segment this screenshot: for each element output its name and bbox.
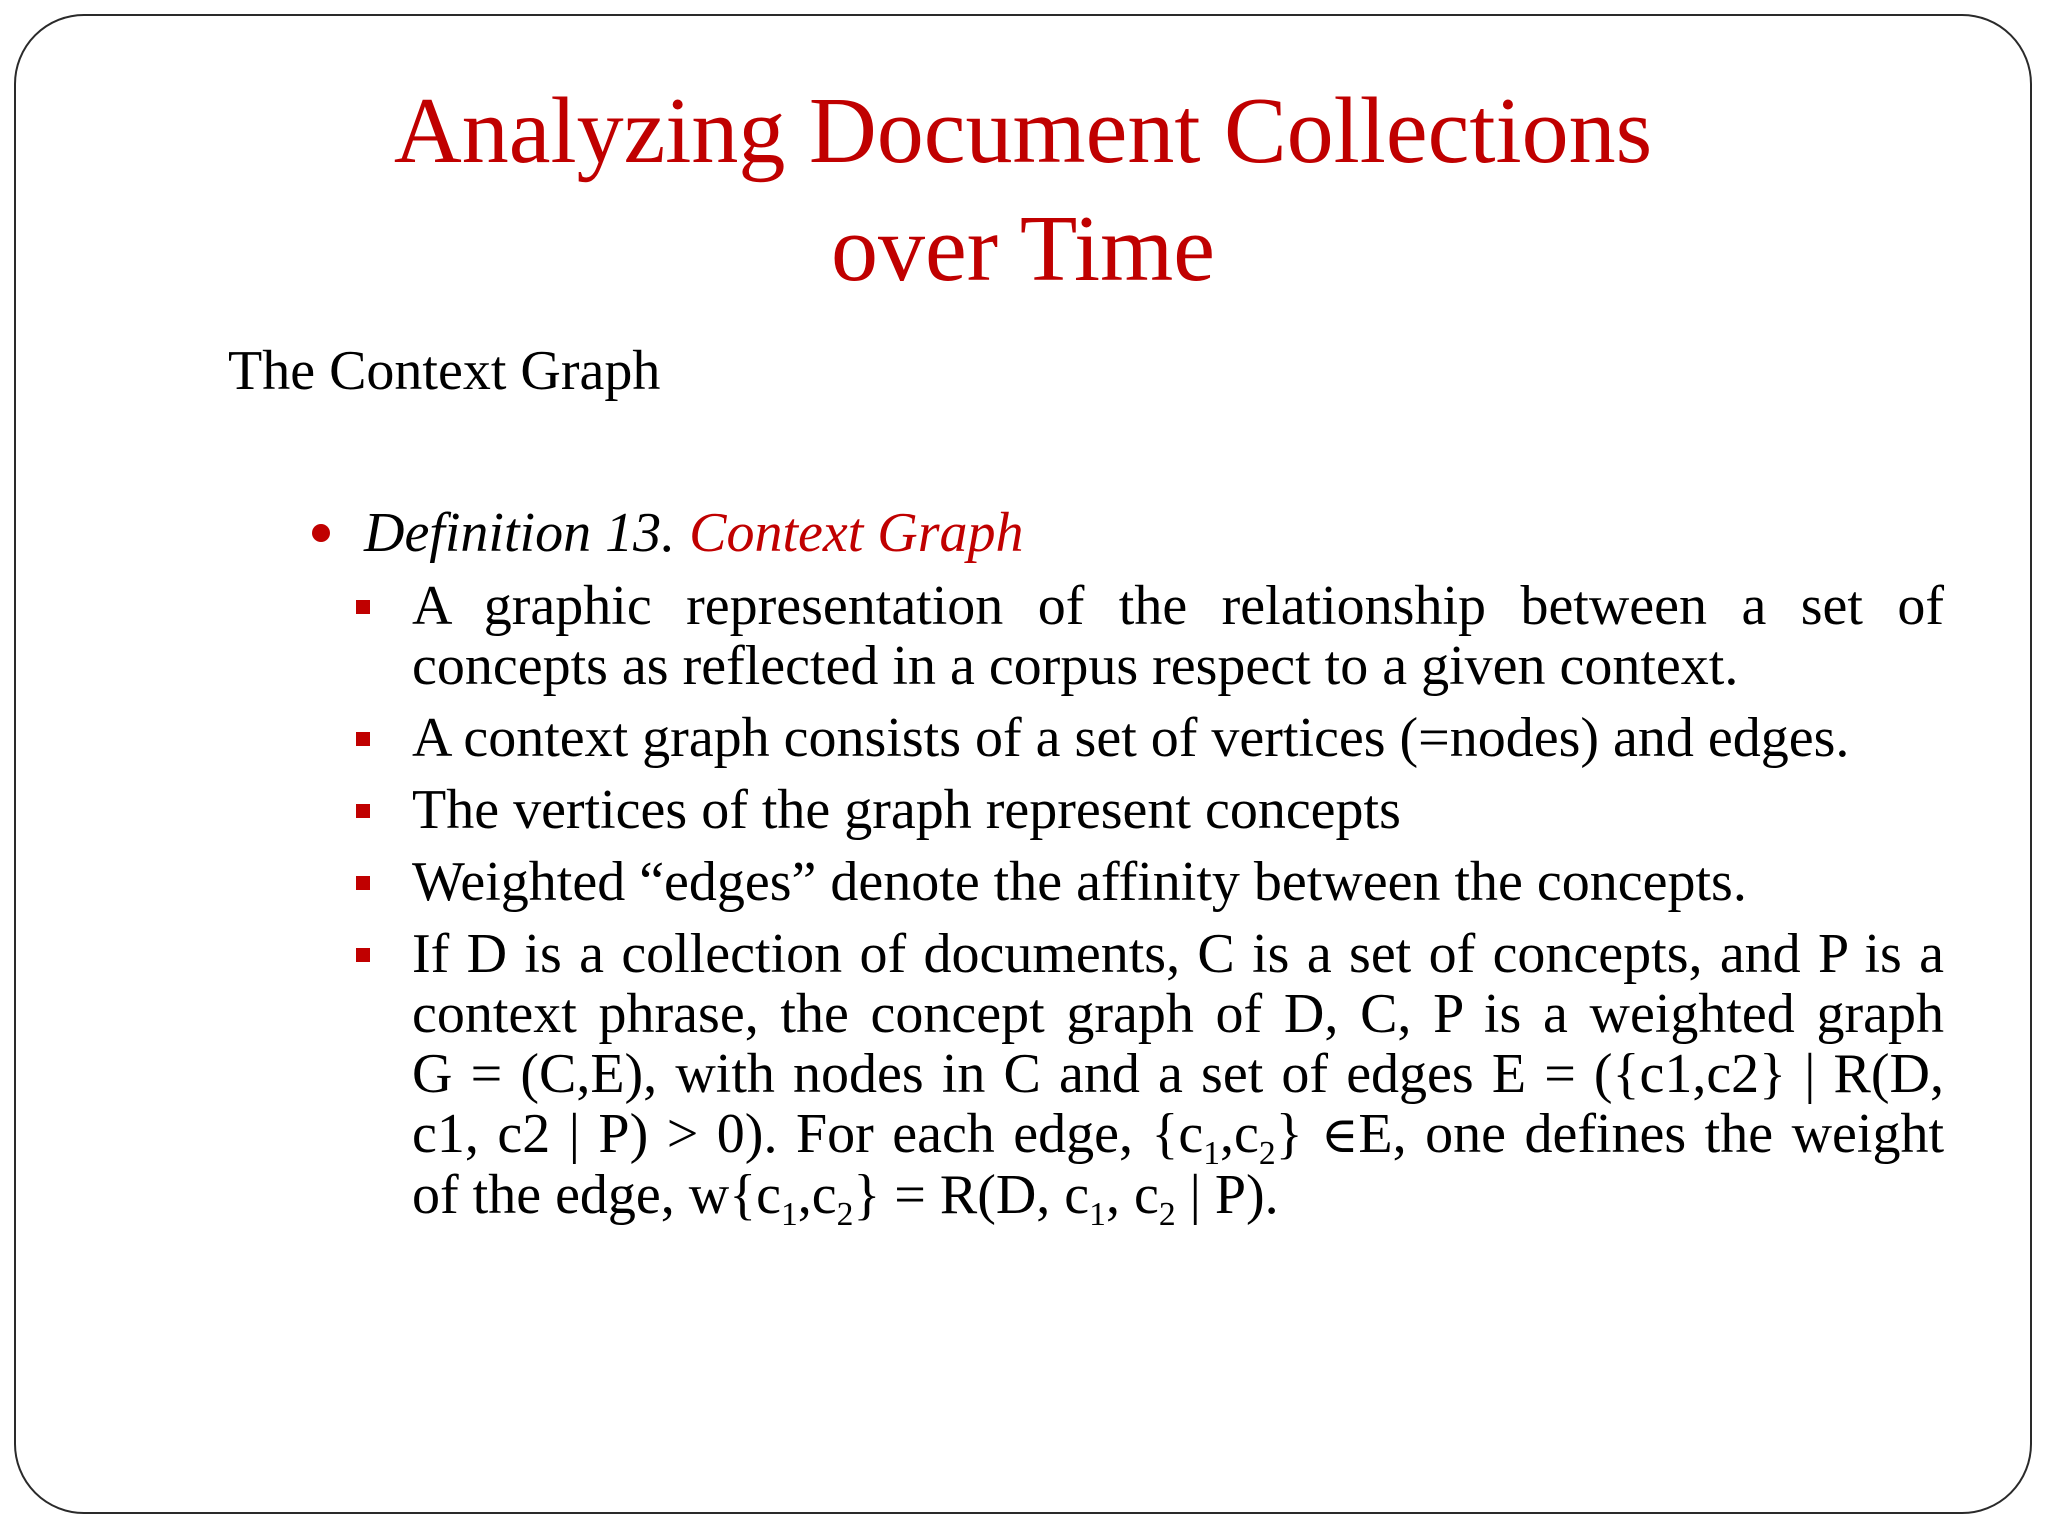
- slide-frame: [14, 14, 2032, 1514]
- square-bullet-icon: [356, 948, 370, 962]
- formal-text: | P).: [1175, 1164, 1279, 1226]
- formal-text: }: [1275, 1103, 1303, 1165]
- slide-title-line-1: Analyzing Document Collections: [393, 79, 1653, 183]
- list-item-text: A graphic representation of the relationship between a set of concepts as reflected in a corpus respect to a given context.: [412, 575, 1944, 697]
- slide-title-line-2: over Time: [831, 197, 1215, 301]
- square-bullet-icon: [356, 876, 370, 890]
- formal-text: , c: [1105, 1164, 1159, 1226]
- square-bullet-icon: [356, 804, 370, 818]
- formal-text: E, one defines the weight: [1358, 1103, 1945, 1165]
- formal-text: of the edge, w{c: [412, 1164, 781, 1226]
- subscript: 1: [1203, 1134, 1221, 1172]
- formal-line-2: context phrase, the concept graph of D, C, P is a weighted graph: [412, 983, 1944, 1045]
- formal-line-3: G = (C,E), with nodes in C and a set of edges E = ({c1,c2} | R(D,: [412, 1043, 1944, 1105]
- formal-text: ,c: [1220, 1103, 1259, 1165]
- list-item: [352, 852, 1944, 912]
- formal-line-1: If D is a collection of documents, C is a set of concepts, and P is a: [412, 923, 1944, 985]
- definition-items: [304, 575, 1945, 1233]
- definition-heading: [304, 500, 1944, 566]
- definition-term: Context Graph: [689, 502, 1024, 564]
- definition-label: Definition 13.: [364, 502, 676, 564]
- round-bullet-icon: [312, 524, 330, 542]
- formal-text: c1, c2 | P) > 0). For each edge, {c: [412, 1103, 1204, 1165]
- list-item-text: A context graph consists of a set of vertices (=nodes) and edges.: [412, 707, 1850, 769]
- subscript: 2: [836, 1195, 854, 1233]
- formal-text: ,c: [797, 1164, 837, 1226]
- list-item-text: Weighted “edges” denote the affinity between the concepts.: [412, 851, 1747, 913]
- formal-definition-item: [352, 923, 1945, 1233]
- section-subtitle: The Context Graph: [228, 340, 661, 402]
- element-of-icon: ∈: [1321, 1107, 1359, 1163]
- square-bullet-icon: [356, 732, 370, 746]
- list-item: [352, 576, 1944, 696]
- list-item-text: The vertices of the graph represent concepts: [412, 779, 1401, 841]
- subscript: 1: [780, 1195, 798, 1233]
- formal-line-5: [412, 1164, 1944, 1233]
- list-item: [352, 780, 1944, 840]
- formal-line-4: [412, 1103, 1945, 1172]
- subscript: 2: [1158, 1195, 1176, 1233]
- subscript: 1: [1089, 1195, 1106, 1233]
- square-bullet-icon: [356, 600, 370, 614]
- slide-title: [16, 72, 2030, 308]
- list-item: [352, 708, 1944, 768]
- definition-block: [304, 500, 1944, 1237]
- subscript: 2: [1258, 1134, 1276, 1172]
- formal-text: } = R(D, c: [853, 1164, 1090, 1226]
